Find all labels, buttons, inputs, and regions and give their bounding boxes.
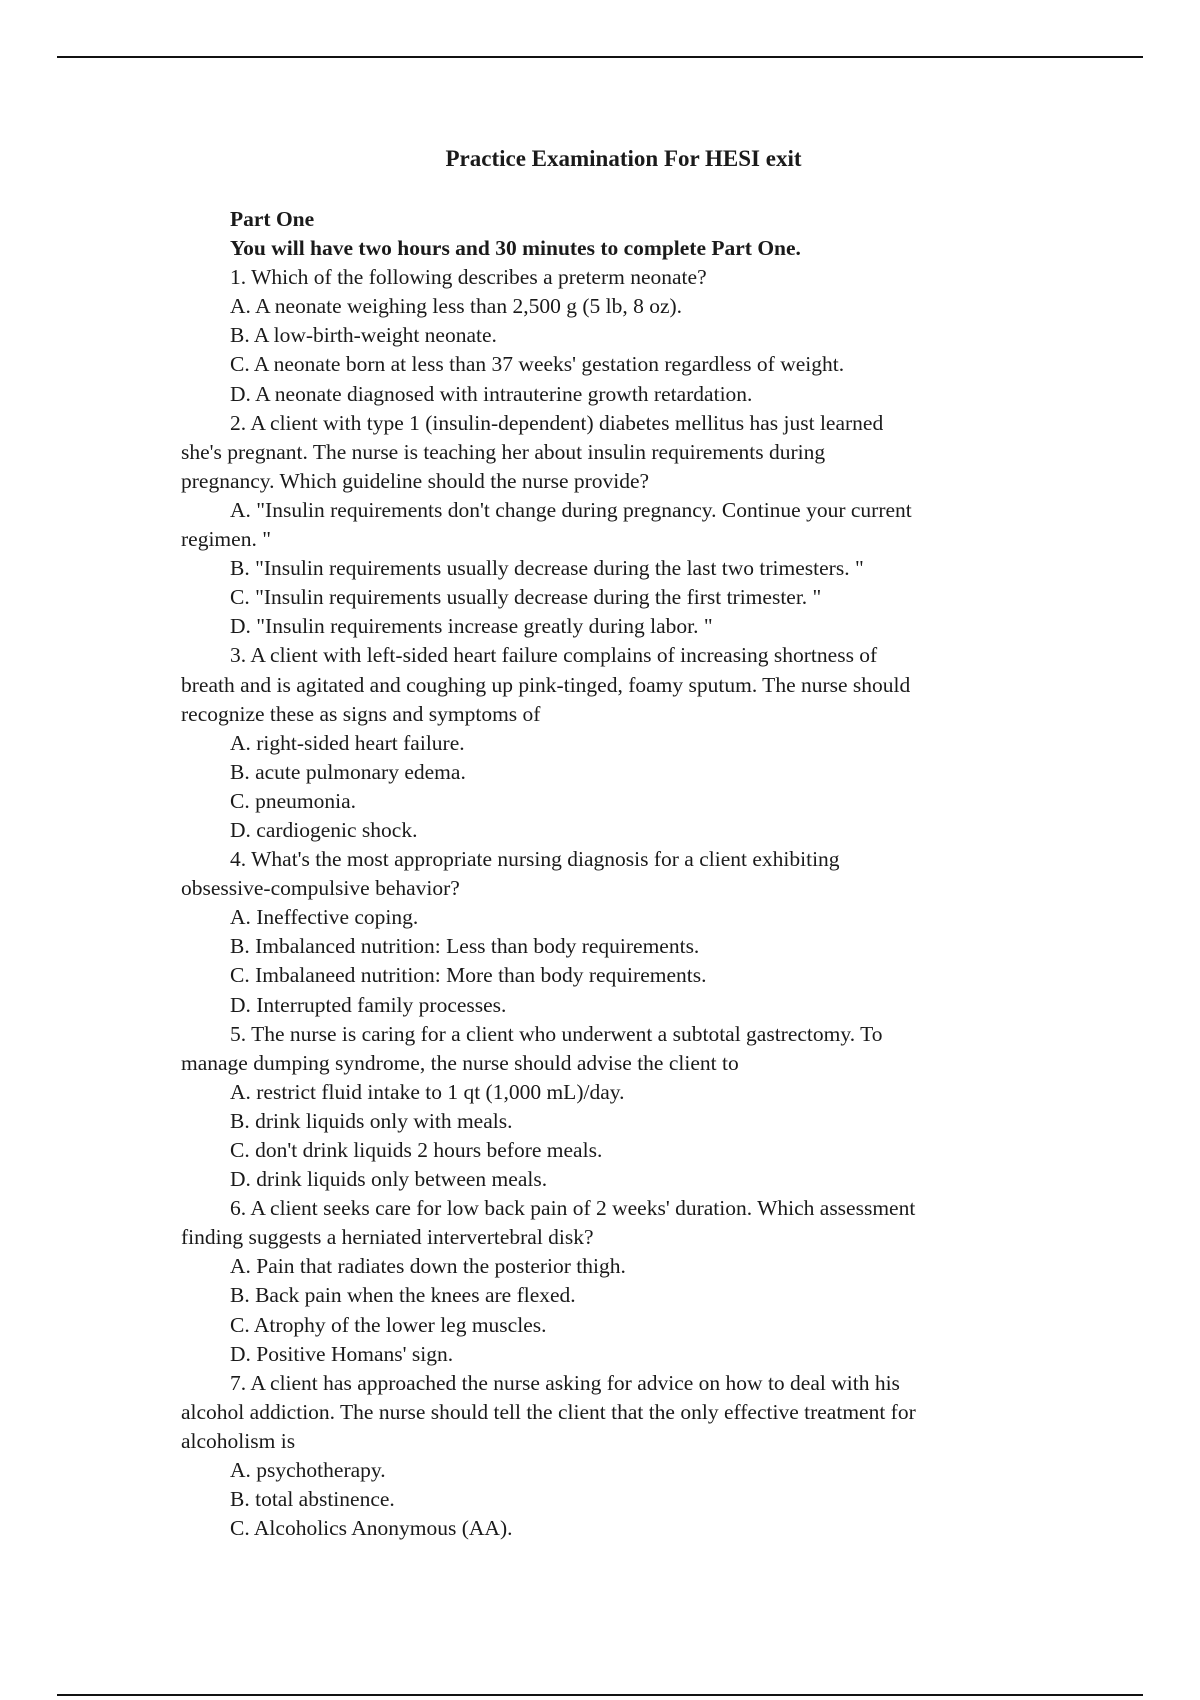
document-title: Practice Examination For HESI exit (445, 146, 802, 171)
question-continuation: alcohol addiction. The nurse should tell the client that the only effective treatment for (181, 1399, 916, 1424)
answer-option: D. drink liquids only between meals. (230, 1167, 548, 1192)
answer-option: D. cardiogenic shock. (230, 817, 418, 842)
question-continuation: pregnancy. Which guideline should the nurse provide? (181, 468, 650, 493)
answer-option: B. "Insulin requirements usually decrease during the last two trimesters. " (230, 556, 864, 581)
question-stem: 1. Which of the following describes a preterm neonate? (230, 265, 707, 290)
answer-option: B. Imbalanced nutrition: Less than body requirements. (230, 934, 700, 959)
answer-option: A. restrict fluid intake to 1 qt (1,000 mL)/day. (230, 1079, 625, 1104)
answer-option: A. Ineffective coping. (230, 905, 419, 930)
question-continuation: regimen. " (181, 527, 271, 552)
question-continuation: recognize these as signs and symptoms of (181, 701, 541, 726)
answer-option: C. "Insulin requirements usually decrease during the first trimester. " (230, 585, 822, 610)
question-list (181, 263, 1026, 1543)
answer-option: A. "Insulin requirements don't change during pregnancy. Continue your current (230, 497, 912, 522)
answer-option: D. Positive Homans' sign. (230, 1341, 454, 1366)
answer-option: C. Imbalaneed nutrition: More than body requirements. (230, 963, 707, 988)
answer-option: A. Pain that radiates down the posterior thigh. (230, 1254, 626, 1279)
question-stem: 7. A client has approached the nurse asking for advice on how to deal with his (230, 1370, 900, 1395)
document-body (181, 205, 1026, 1543)
question-continuation: manage dumping syndrome, the nurse should advise the client to (181, 1050, 739, 1075)
question-continuation: finding suggests a herniated intervertebral disk? (181, 1225, 594, 1250)
answer-option: C. Atrophy of the lower leg muscles. (230, 1312, 547, 1337)
answer-option: C. don't drink liquids 2 hours before meals. (230, 1138, 603, 1162)
answer-option: B. Back pain when the knees are flexed. (230, 1283, 576, 1308)
answer-option: D. A neonate diagnosed with intrauterine growth retardation. (230, 381, 753, 406)
answer-option: A. A neonate weighing less than 2,500 g (5 lb, 8 oz). (230, 294, 683, 319)
answer-option: B. acute pulmonary edema. (230, 759, 466, 784)
bottom-rule (57, 1694, 1143, 1696)
question-stem: 2. A client with type 1 (insulin-dependent) diabetes mellitus has just learned (230, 410, 884, 435)
answer-option: D. Interrupted family processes. (230, 992, 507, 1017)
answer-option: A. right-sided heart failure. (230, 730, 465, 755)
answer-option: C. pneumonia. (230, 788, 356, 813)
question-stem: 6. A client seeks care for low back pain of 2 weeks' duration. Which assessment (230, 1196, 916, 1221)
question-stem: 5. The nurse is caring for a client who underwent a subtotal gastrectomy. To (230, 1021, 883, 1046)
top-rule (57, 56, 1143, 58)
question-continuation: alcoholism is (181, 1428, 296, 1453)
answer-option: C. A neonate born at less than 37 weeks' gestation regardless of weight. (230, 352, 845, 377)
question-stem: 3. A client with left-sided heart failure complains of increasing shortness of (230, 643, 878, 668)
question-continuation: she's pregnant. The nurse is teaching her about insulin requirements during (181, 439, 826, 464)
question-continuation: breath and is agitated and coughing up pink-tinged, foamy sputum. The nurse should (181, 672, 911, 697)
answer-option: B. total abstinence. (230, 1487, 395, 1512)
answer-option: B. A low-birth-weight neonate. (230, 323, 497, 348)
answer-option: C. Alcoholics Anonymous (AA). (230, 1516, 513, 1541)
part-instructions: You will have two hours and 30 minutes to complete Part One. (230, 236, 801, 261)
answer-option: B. drink liquids only with meals. (230, 1108, 513, 1133)
question-continuation: obsessive-compulsive behavior? (181, 876, 460, 901)
question-stem: 4. What's the most appropriate nursing diagnosis for a client exhibiting (230, 847, 840, 872)
part-heading: Part One (230, 207, 315, 231)
answer-option: D. "Insulin requirements increase greatly during labor. " (230, 614, 713, 639)
answer-option: A. psychotherapy. (230, 1458, 386, 1483)
